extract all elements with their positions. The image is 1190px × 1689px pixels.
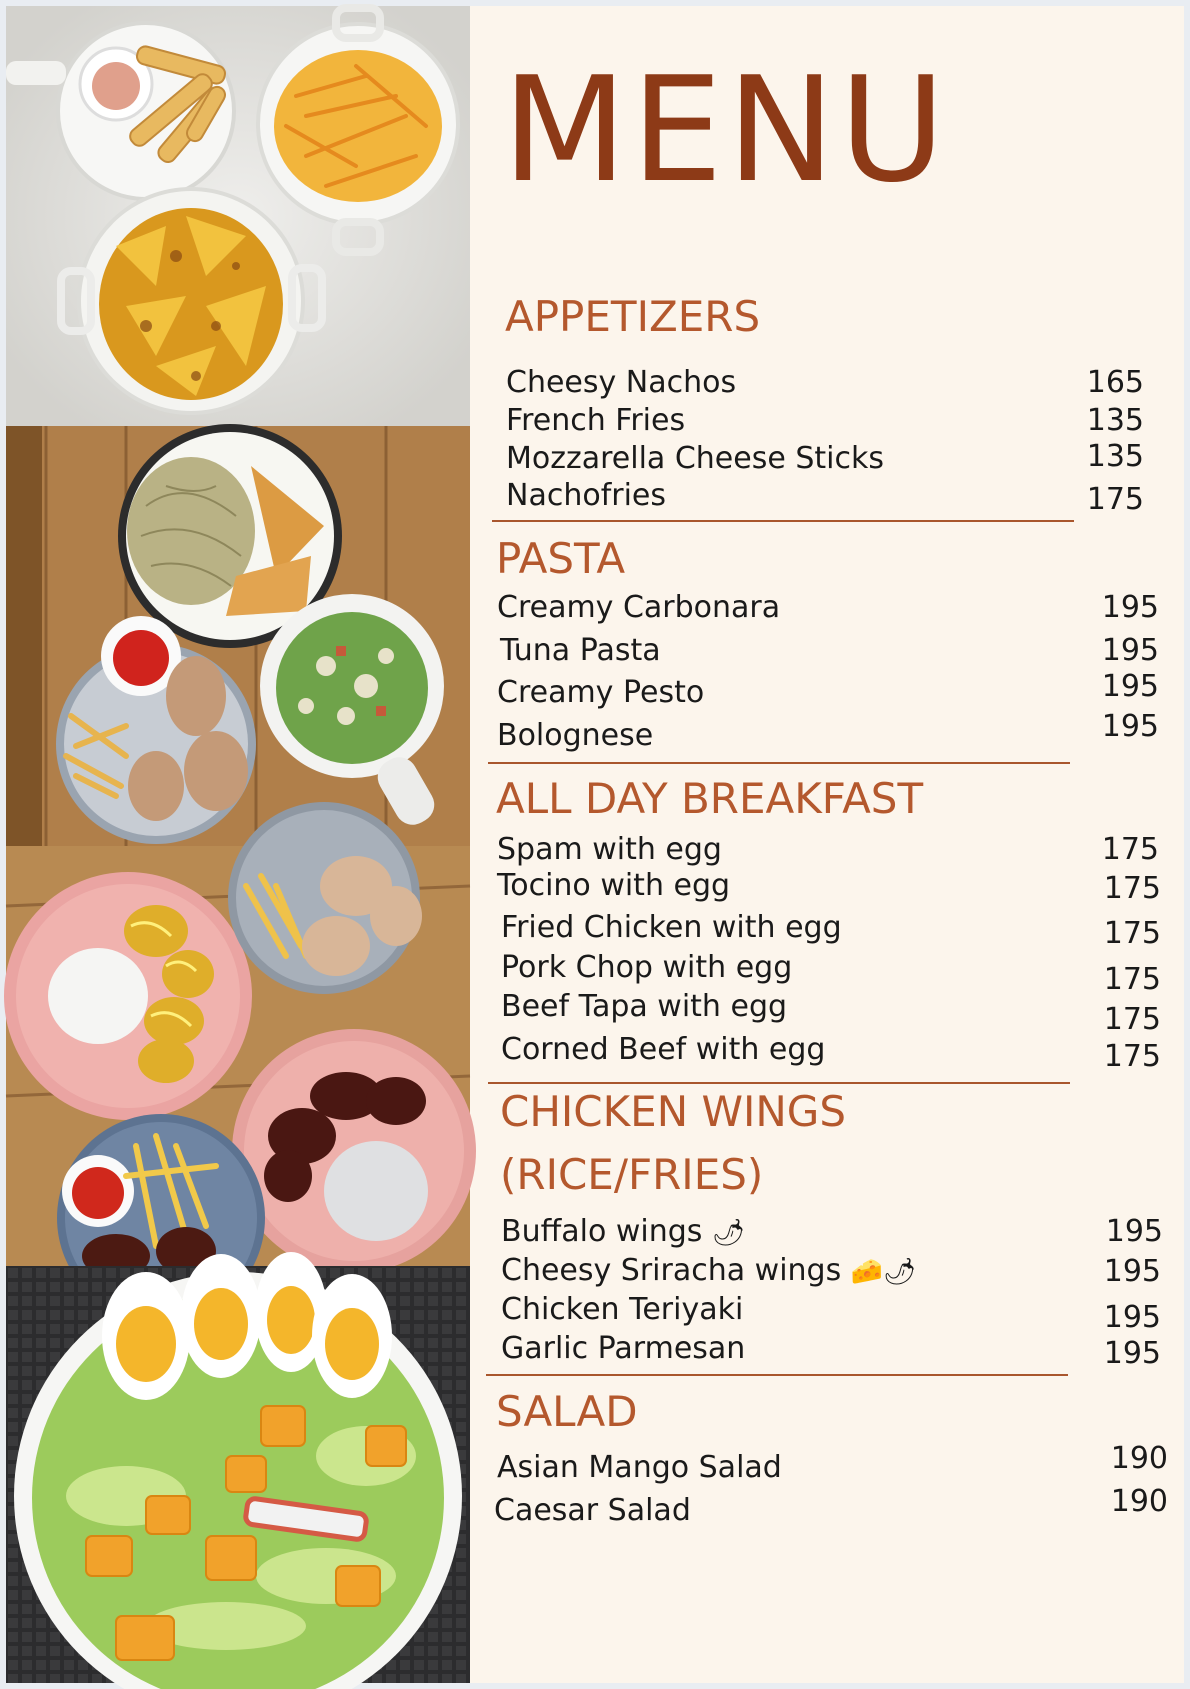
section-title-chicken-wings: CHICKEN WINGS bbox=[500, 1087, 847, 1136]
menu-item-name: French Fries bbox=[506, 403, 686, 438]
menu-item-price: 175 bbox=[1086, 482, 1144, 517]
menu-item-name: Caesar Salad bbox=[494, 1493, 691, 1528]
menu-item-name: Beef Tapa with egg bbox=[501, 989, 788, 1024]
menu-item-price: 195 bbox=[1101, 590, 1159, 625]
menu-item-price: 190 bbox=[1110, 1441, 1168, 1476]
menu-item-price: 195 bbox=[1101, 669, 1159, 704]
menu-item-label: Cheesy Sriracha wings bbox=[501, 1253, 842, 1288]
menu-item-name: Pork Chop with egg bbox=[501, 950, 793, 985]
menu-item-price: 195 bbox=[1101, 633, 1159, 668]
section-divider bbox=[492, 520, 1074, 522]
menu-item-price: 165 bbox=[1086, 365, 1144, 400]
menu-item-price: 175 bbox=[1103, 1002, 1161, 1037]
menu-item-name: Cheesy Nachos bbox=[506, 365, 737, 400]
menu-title: MENU bbox=[502, 46, 950, 215]
appetizers-photo bbox=[6, 6, 470, 426]
menu-item-price: 175 bbox=[1103, 1039, 1161, 1074]
menu-item-price: 135 bbox=[1086, 439, 1144, 474]
photo-column bbox=[6, 6, 470, 1683]
menu-item-name: Mozzarella Cheese Sticks bbox=[506, 441, 884, 476]
menu-item-name: Corned Beef with egg bbox=[501, 1032, 826, 1067]
menu-item-name: Garlic Parmesan bbox=[501, 1331, 746, 1366]
section-title-breakfast: ALL DAY BREAKFAST bbox=[496, 774, 924, 823]
pasta-salad-photo bbox=[6, 426, 470, 846]
mango-salad-photo bbox=[6, 1266, 470, 1683]
menu-item-price: 195 bbox=[1105, 1214, 1163, 1249]
menu-item-name: Spam with egg bbox=[497, 832, 722, 867]
chili-pepper-icon: 🌶 bbox=[711, 1218, 745, 1248]
menu-item-price: 135 bbox=[1086, 403, 1144, 438]
menu-item-price: 175 bbox=[1101, 832, 1159, 867]
section-title-pasta: PASTA bbox=[496, 534, 626, 583]
menu-item-price: 175 bbox=[1103, 871, 1161, 906]
section-subtitle-rice-fries: (RICE/FRIES) bbox=[500, 1150, 764, 1199]
menu-item-price: 195 bbox=[1103, 1254, 1161, 1289]
menu-item-price: 175 bbox=[1103, 916, 1161, 951]
menu-item-name: Chicken Teriyaki bbox=[501, 1292, 744, 1327]
menu-item-label: Buffalo wings bbox=[501, 1214, 703, 1249]
menu-item-price: 195 bbox=[1103, 1336, 1161, 1371]
section-title-appetizers: APPETIZERS bbox=[505, 292, 761, 341]
menu-item-name: Creamy Pesto bbox=[497, 675, 705, 710]
menu-item-name: Tuna Pasta bbox=[500, 633, 661, 668]
breakfast-wings-photo bbox=[6, 846, 470, 1266]
chili-pepper-icon: 🌶 bbox=[883, 1257, 917, 1287]
menu-page bbox=[6, 6, 1184, 1683]
menu-item-name: Tocino with egg bbox=[497, 868, 731, 903]
section-divider bbox=[486, 1374, 1068, 1376]
menu-item-price: 195 bbox=[1101, 709, 1159, 744]
section-divider bbox=[488, 1082, 1070, 1084]
menu-item-price: 195 bbox=[1103, 1300, 1161, 1335]
menu-item-price: 190 bbox=[1110, 1484, 1168, 1519]
menu-item-name: Nachofries bbox=[506, 478, 667, 513]
menu-item-name bbox=[501, 1214, 745, 1249]
menu-item-name: Fried Chicken with egg bbox=[501, 910, 842, 945]
menu-item-name: Asian Mango Salad bbox=[497, 1450, 782, 1485]
cheese-icon: 🧀 bbox=[850, 1257, 884, 1287]
section-title-salad: SALAD bbox=[496, 1387, 638, 1436]
menu-item-name: Creamy Carbonara bbox=[497, 590, 781, 625]
section-divider bbox=[488, 762, 1070, 764]
menu-item-price: 175 bbox=[1103, 962, 1161, 997]
menu-item-name: Bolognese bbox=[497, 718, 654, 753]
menu-item-name bbox=[501, 1253, 917, 1288]
